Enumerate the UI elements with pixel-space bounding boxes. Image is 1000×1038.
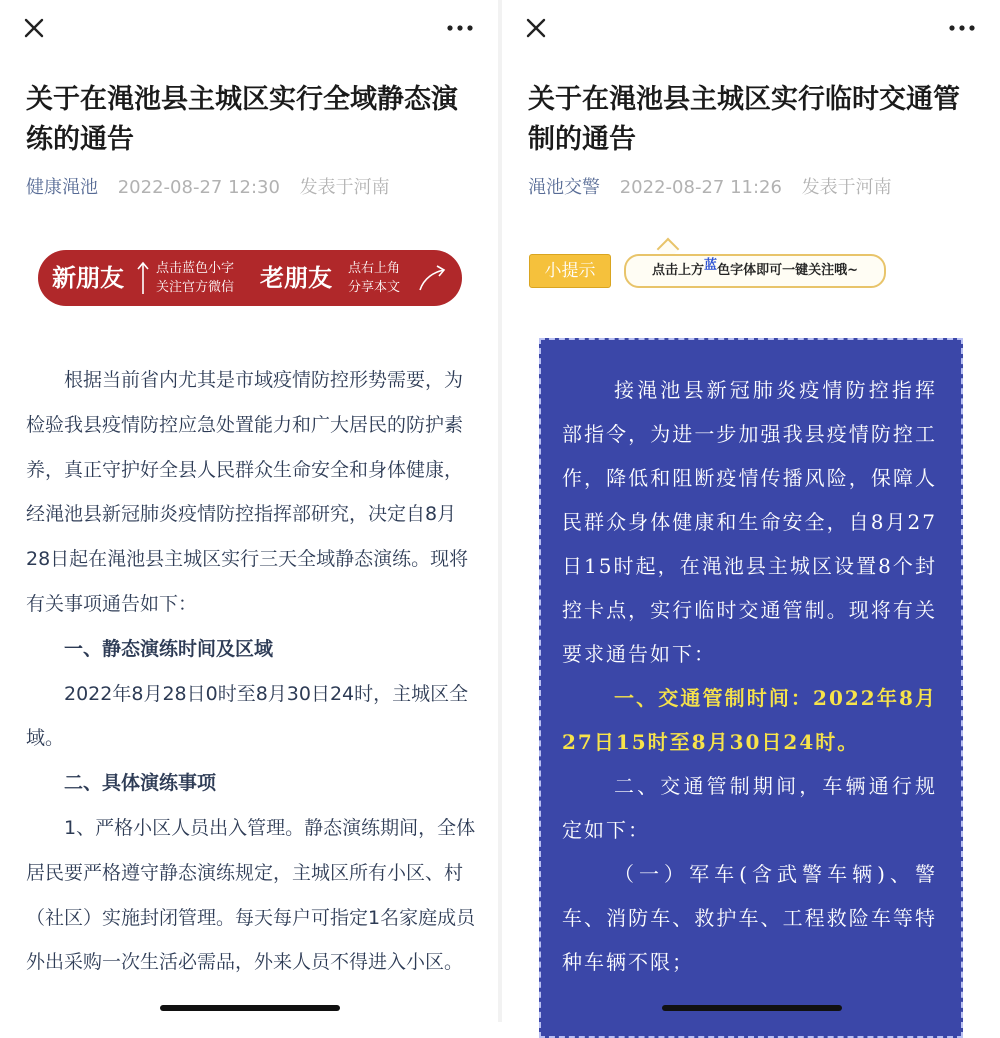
arrow-up-icon [136,260,150,296]
left-article-panel [0,0,498,1022]
banner-old-friend-label: 老朋友 [260,264,332,292]
tip-text-after: 色字体即可一键关注哦~ [717,263,858,278]
more-icon[interactable] [442,14,478,42]
banner-new-hint-2: 关注官方微信 [156,280,235,295]
banner-old-hint-1: 点右上角 [348,261,401,276]
paragraph: （一）军车(含武警车辆)、警车、消防车、救护车、工程救险车等特种车辆不限； [562,862,937,974]
article-title: 关于在渑池县主城区实行全域静态演练的通告 [26,84,458,155]
publish-location: 发表于河南 [801,177,892,198]
section-heading: 二、具体演练事项 [64,772,217,795]
publish-location: 发表于河南 [299,177,390,198]
article-meta [26,174,390,202]
tip-text-blue: 蓝 [704,258,718,273]
publish-time: 2022-08-27 12:30 [117,177,280,198]
section-heading: 一、静态演练时间及区域 [64,637,274,660]
section-heading: 一、交通管制时间：2022年8月27日15时至8月30日24时。 [562,686,937,754]
top-bar [0,0,498,56]
share-arrow-icon [416,260,450,296]
banner-new-friend-label: 新朋友 [52,264,124,292]
tip-text-before: 点击上方 [652,263,705,278]
article-meta [528,174,892,202]
home-indicator[interactable] [160,1005,340,1011]
article-title: 关于在渑池县主城区实行临时交通管制的通告 [528,84,960,155]
paragraph: 2022年8月28日0时至8月30日24时，主城区全域。 [26,682,469,750]
banner-old-hint-2: 分享本文 [348,280,401,295]
account-name-link[interactable]: 健康渑池 [26,177,98,198]
account-name-link[interactable]: 渑池交警 [528,177,600,198]
more-icon[interactable] [944,14,980,42]
banner-new-hint-1: 点击蓝色小字 [156,261,235,276]
follow-banner[interactable] [38,250,462,306]
close-icon[interactable] [520,12,552,44]
paragraph: 1、严格小区人员出入管理。静态演练期间，全体居民要严格遵守静态演练规定，主城区所有小区、村（社区）实施封闭管理。每天每户可指定1名家庭成员外出采购一次生活必需品，外来人员不得进入小区。 [26,816,476,974]
paragraph: 根据当前省内尤其是市域疫情防控形势需要，为检验我县疫情防控应急处置能力和广大居民的防护素养，真正守护好全县人民群众生命安全和身体健康，经渑池县新冠肺炎疫情防控指挥部研究，决定自8月28日起在渑池县主城区实行三天全域静态演练。现将有关事项通告如下： [26,369,469,615]
tip-button[interactable]: 小提示 [529,254,611,288]
article-body [562,368,937,984]
article-body [26,358,478,985]
top-bar [502,0,1000,56]
paragraph: 接渑池县新冠肺炎疫情防控指挥部指令，为进一步加强我县疫情防控工作，降低和阻断疫情传播风险，保障人民群众身体健康和生命安全，自8月27日15时起，在渑池县主城区设置8个封控卡点，实行临时交通管制。现将有关要求通告如下： [562,378,937,666]
publish-time: 2022-08-27 11:26 [619,177,782,198]
close-icon[interactable] [18,12,50,44]
home-indicator[interactable] [662,1005,842,1011]
paragraph: 二、交通管制期间，车辆通行规定如下： [562,774,937,842]
tip-bubble [624,254,886,288]
